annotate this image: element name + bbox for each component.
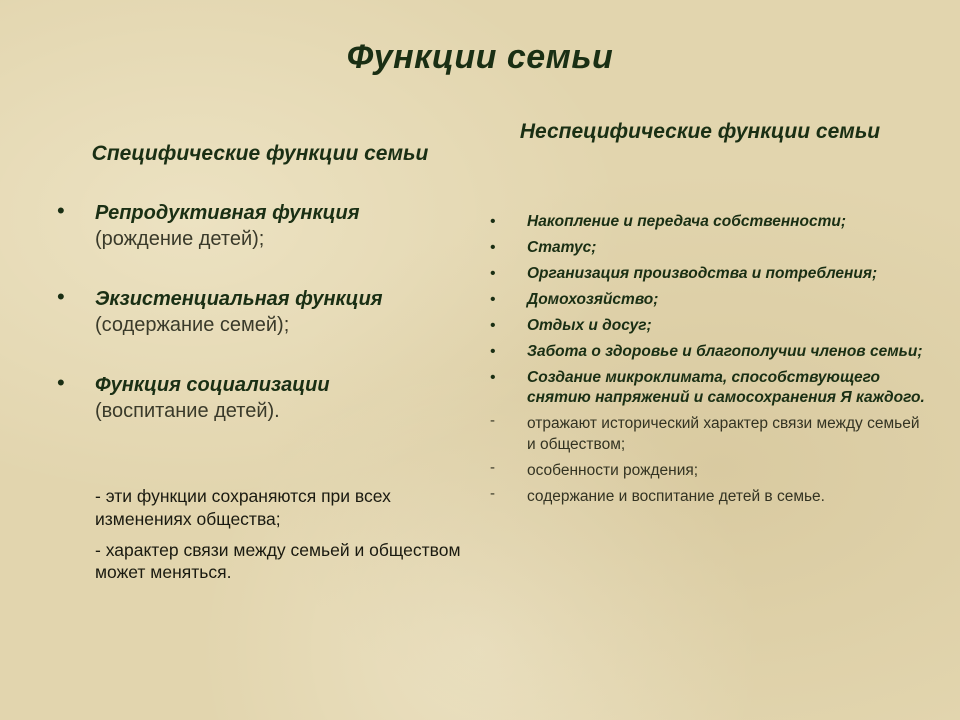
note-text: отражают исторический характер связи между семьей и обществом; bbox=[527, 415, 920, 454]
bullet-icon: • bbox=[490, 264, 496, 282]
list-item bbox=[490, 368, 930, 410]
dash-icon: - bbox=[490, 412, 495, 430]
bullet-icon: • bbox=[57, 370, 65, 395]
list-item bbox=[490, 212, 930, 233]
dash-icon: - bbox=[490, 459, 495, 477]
note-text: особенности рождения; bbox=[527, 462, 699, 480]
bullet-icon: • bbox=[490, 238, 496, 256]
function-name: Репродуктивная функция bbox=[95, 202, 360, 224]
bullet-icon: • bbox=[490, 290, 496, 308]
item-text: Организация производства и потребления; bbox=[527, 264, 878, 282]
dash-icon: - bbox=[490, 485, 495, 503]
function-note: (рождение детей); bbox=[95, 228, 265, 250]
note-text: содержание и воспитание детей в семье. bbox=[527, 488, 825, 506]
note-text: - эти функции сохраняются при всех изменениях общества; bbox=[95, 486, 391, 529]
specific-functions-heading: Специфические функции семьи bbox=[91, 142, 429, 165]
list-item bbox=[55, 286, 475, 338]
function-note: (воспитание детей). bbox=[95, 400, 280, 422]
item-text: Создание микроклимата, способствующего снятию напряжений и самосохранения Я каждого. bbox=[527, 368, 925, 407]
list-item bbox=[490, 342, 930, 363]
note-item bbox=[490, 487, 930, 508]
nonspecific-functions-heading: Неспецифические функции семьи bbox=[519, 120, 881, 143]
item-text: Домохозяйство; bbox=[527, 290, 659, 308]
function-note: (содержание семей); bbox=[95, 314, 290, 336]
specific-functions-notes bbox=[95, 485, 475, 592]
bullet-icon: • bbox=[57, 198, 65, 223]
note-item bbox=[490, 461, 930, 482]
list-item bbox=[490, 290, 930, 311]
list-item bbox=[490, 264, 930, 285]
bullet-icon: • bbox=[490, 213, 496, 230]
specific-functions-list bbox=[55, 200, 475, 458]
list-item bbox=[55, 200, 475, 252]
slide-title: Функции семьи bbox=[346, 38, 614, 76]
note-text: - характер связи между семьей и обществом может меняться. bbox=[95, 539, 461, 583]
item-text: Забота о здоровье и благополучии членов семьи; bbox=[527, 342, 923, 360]
bullet-icon: • bbox=[57, 284, 65, 309]
item-text: Накопление и передача собственности; bbox=[527, 213, 847, 230]
bullet-icon: • bbox=[490, 368, 496, 386]
list-item bbox=[490, 238, 930, 259]
item-text: Отдых и досуг; bbox=[527, 316, 652, 334]
bullet-icon: • bbox=[490, 342, 496, 360]
list-item bbox=[490, 316, 930, 337]
note-item bbox=[490, 414, 930, 456]
list-item bbox=[55, 372, 475, 424]
bullet-icon: • bbox=[490, 316, 496, 334]
item-text: Статус; bbox=[527, 238, 597, 256]
function-name: Функция социализации bbox=[95, 374, 330, 396]
nonspecific-functions-list bbox=[490, 212, 930, 513]
function-name: Экзистенциальная функция bbox=[95, 288, 383, 310]
